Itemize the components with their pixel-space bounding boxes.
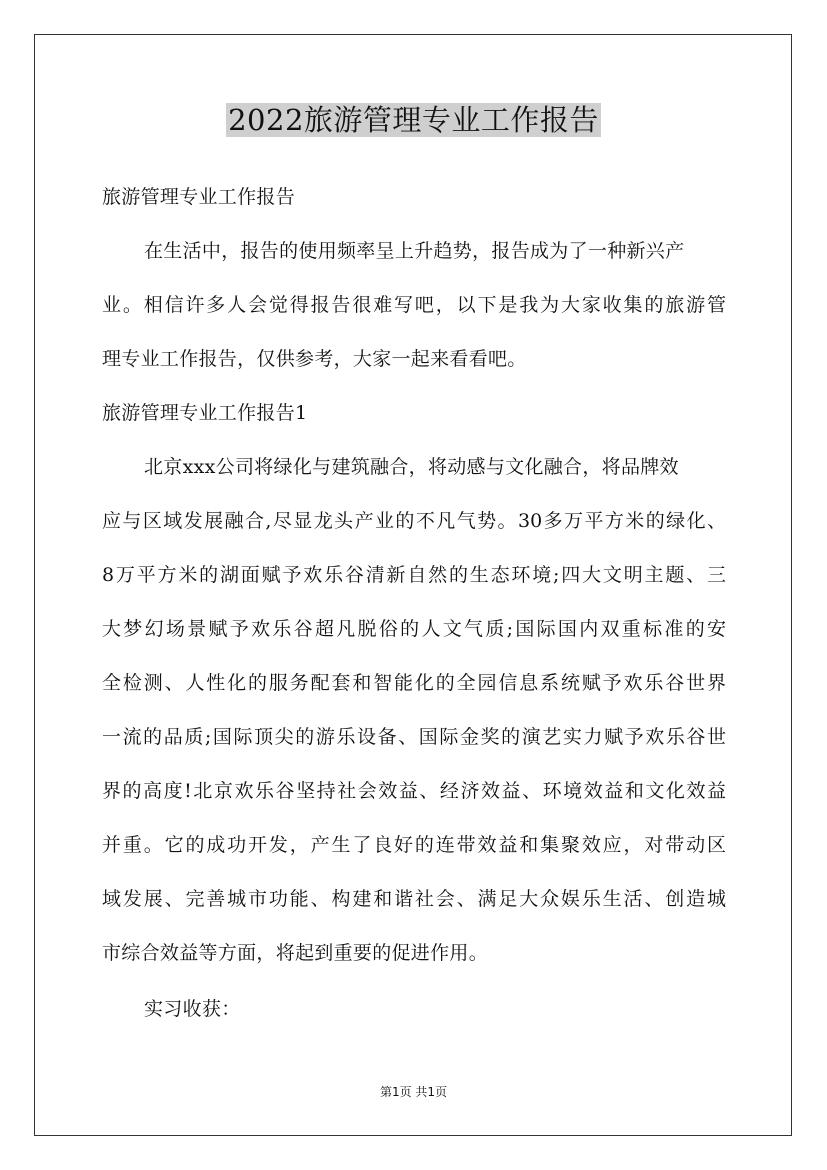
document-subtitle: 旅游管理专业工作报告 bbox=[102, 186, 296, 208]
page-footer: 第1页 共1页 bbox=[379, 1085, 448, 1099]
body-line-5: 全检测、人性化的服务配套和智能化的全园信息系统赋予欢乐谷世界 bbox=[102, 672, 726, 694]
body-line-10: 市综合效益等方面，将起到重要的促进作用。 bbox=[102, 942, 489, 964]
intro-line-3: 理专业工作报告，仅供参考，大家一起来看看吧。 bbox=[102, 348, 527, 370]
body-line-8: 并重。它的成功开发，产生了良好的连带效益和集聚效应，对带动区 bbox=[102, 834, 726, 856]
document-title-wrap bbox=[0, 98, 827, 142]
intro-line-1: 在生活中，报告的使用频率呈上升趋势，报告成为了一种新兴产 bbox=[144, 240, 685, 262]
internship-heading: 实习收获： bbox=[144, 998, 241, 1020]
body-line-7: 界的高度!北京欢乐谷坚持社会效益、经济效益、环境效益和文化效益 bbox=[102, 780, 726, 802]
body-line-1: 北京xxx公司将绿化与建筑融合，将动感与文化融合，将品牌效 bbox=[144, 456, 679, 478]
body-line-3: 8万平方米的湖面赋予欢乐谷清新自然的生态环境;四大文明主题、三 bbox=[102, 564, 726, 586]
section1-heading: 旅游管理专业工作报告1 bbox=[102, 402, 308, 424]
body-line-4: 大梦幻场景赋予欢乐谷超凡脱俗的人文气质;国际国内双重标准的安 bbox=[102, 618, 726, 640]
body-line-6: 一流的品质;国际顶尖的游乐设备、国际金奖的演艺实力赋予欢乐谷世 bbox=[102, 726, 726, 748]
body-line-9: 域发展、完善城市功能、构建和谐社会、满足大众娱乐生活、创造城 bbox=[102, 888, 726, 910]
intro-line-2: 业。相信许多人会觉得报告很难写吧，以下是我为大家收集的旅游管 bbox=[102, 294, 726, 316]
document-title: 2022旅游管理专业工作报告 bbox=[228, 103, 599, 137]
body-line-2: 应与区域发展融合,尽显龙头产业的不凡气势。30多万平方米的绿化、 bbox=[102, 510, 726, 532]
